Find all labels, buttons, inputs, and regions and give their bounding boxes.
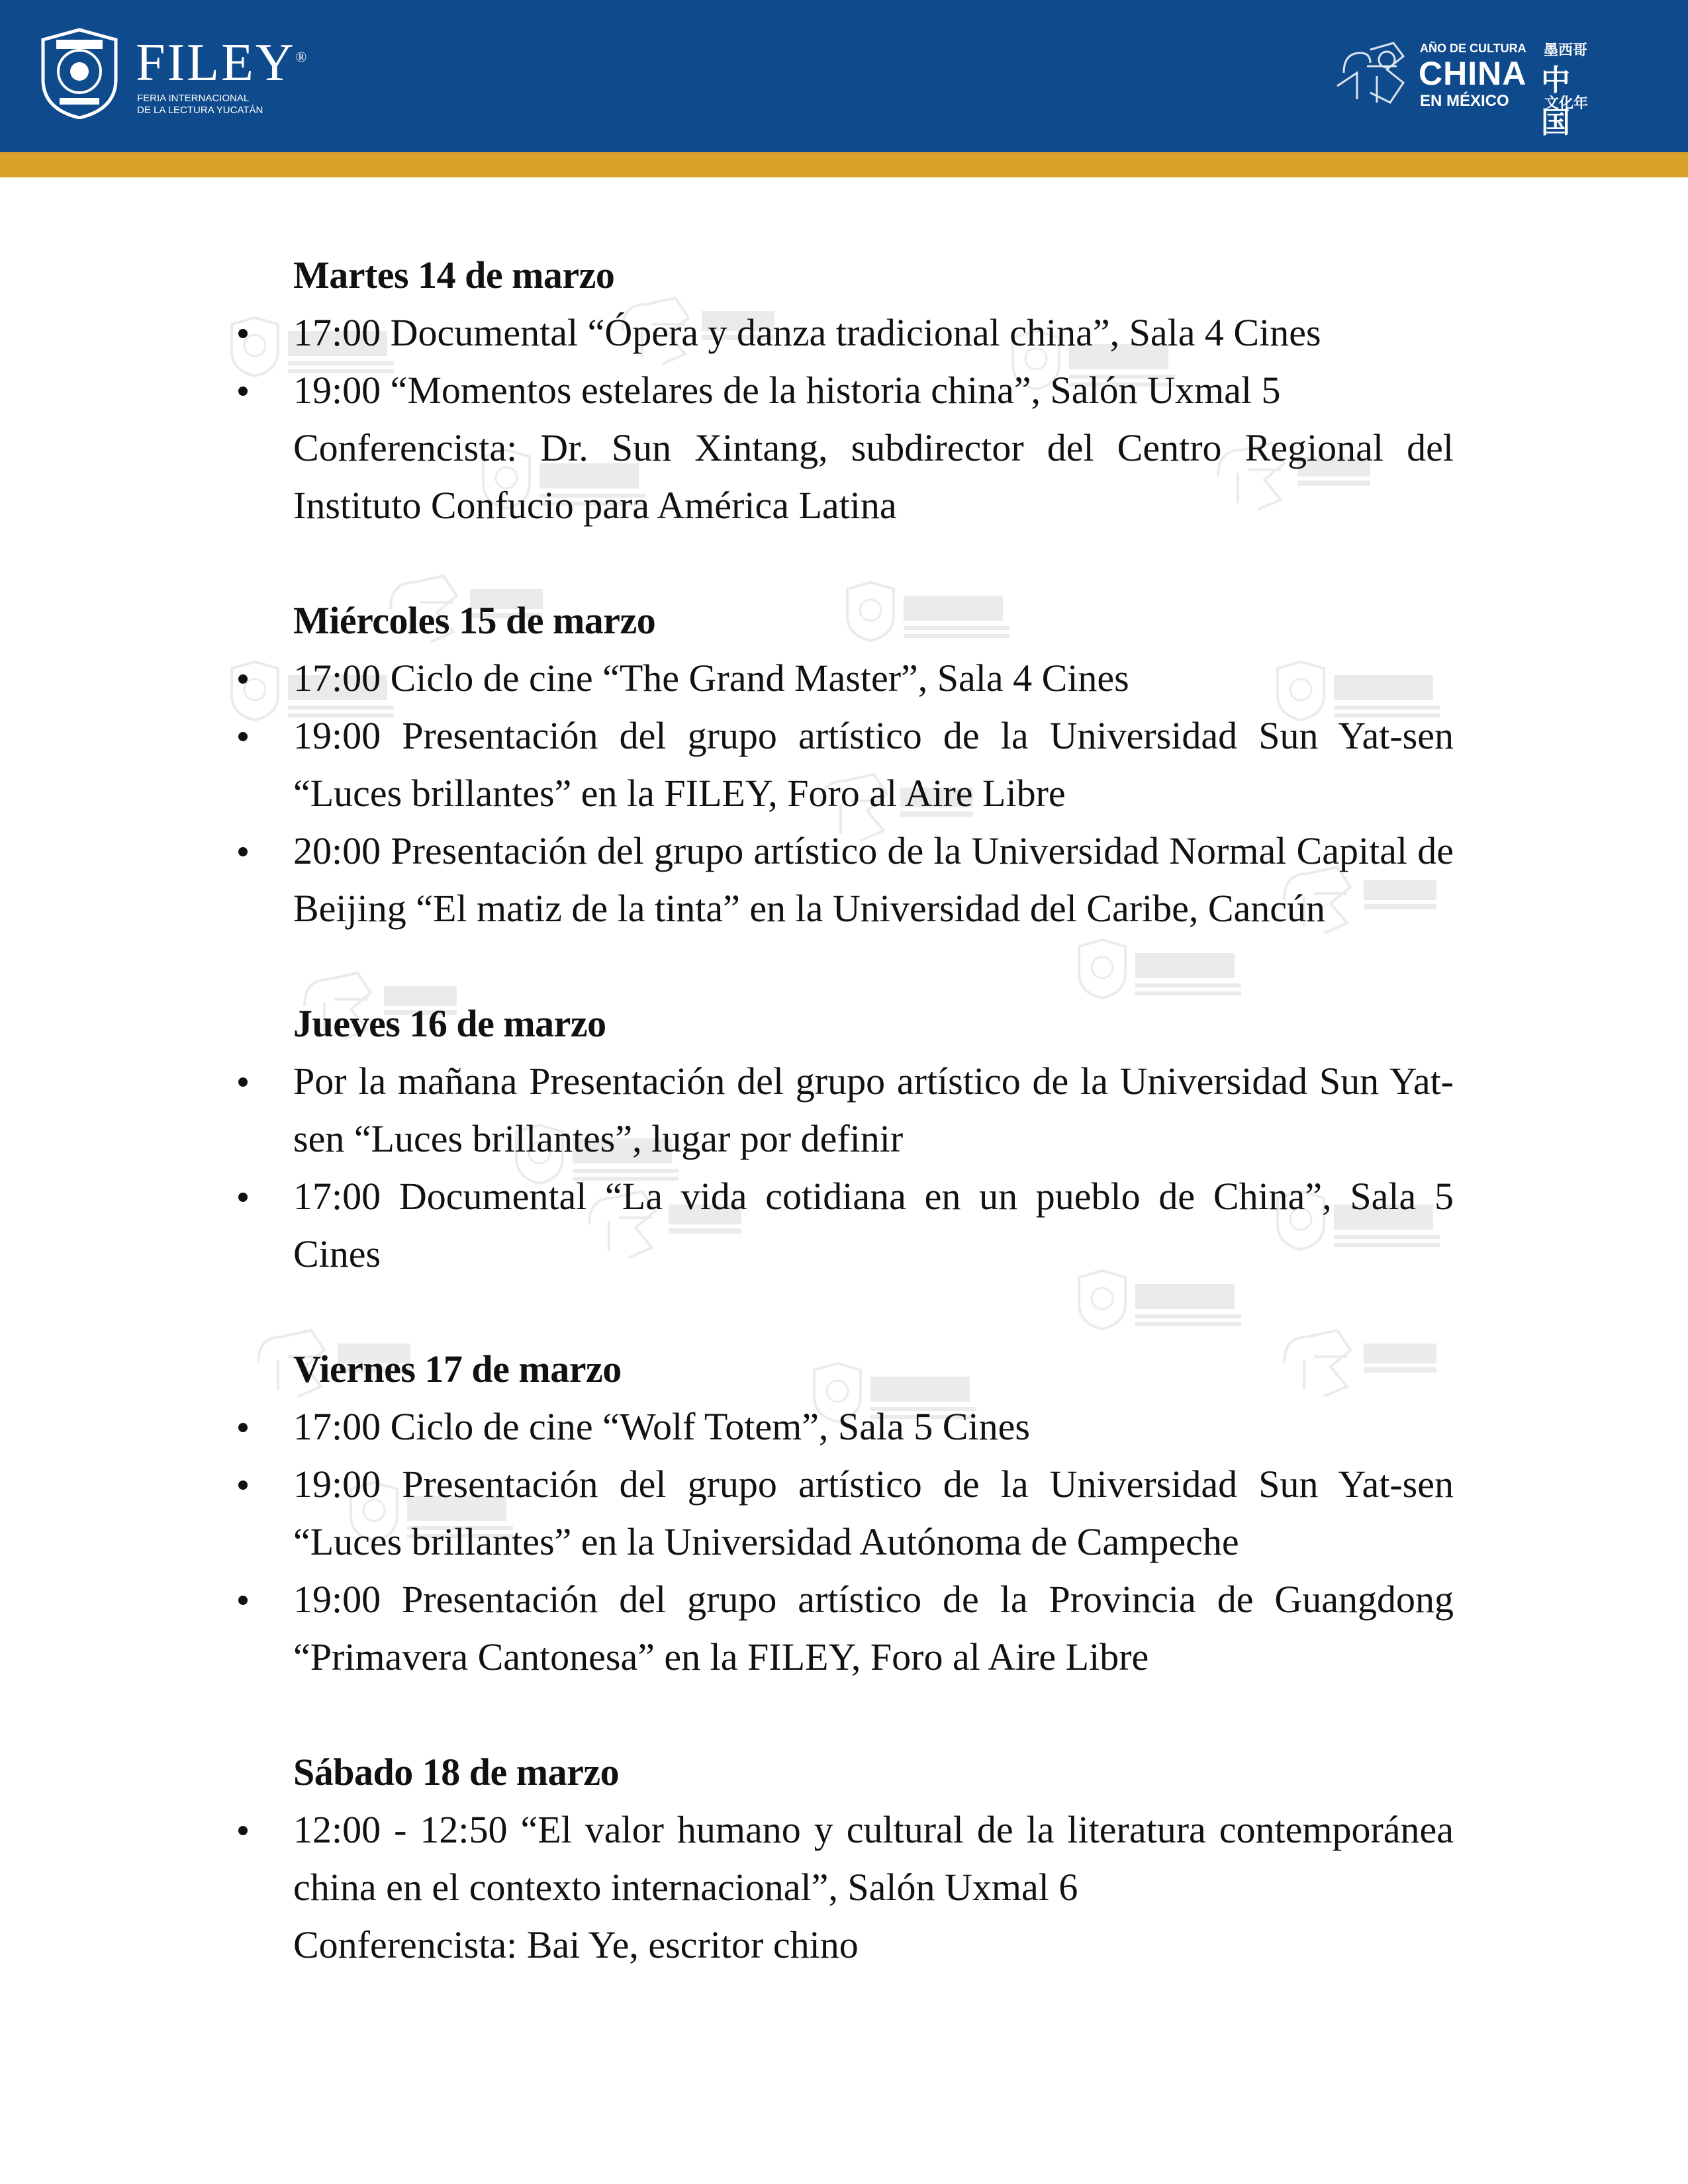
filey-seal-icon	[36, 26, 122, 119]
event-text: 19:00 “Momentos estelares de la historia china”, Salón Uxmal 5	[293, 369, 1281, 412]
china-year-logo	[1331, 36, 1595, 140]
event-item	[238, 1801, 1454, 1974]
china-year-small-label: AÑO DE CULTURA	[1420, 42, 1526, 55]
event-list	[238, 1052, 1454, 1283]
event-item	[238, 1052, 1454, 1167]
china-year-big-label: CHINA	[1419, 55, 1527, 92]
event-text: 17:00 Ciclo de cine “Wolf Totem”, Sala 5 Cines	[293, 1405, 1030, 1448]
day-section-martes	[238, 246, 1454, 534]
event-note: Conferencista: Dr. Sun Xintang, subdirector del Centro Regional del Instituto Confucio para América Latina	[293, 426, 1454, 527]
china-year-cn-bottom: 文化年	[1544, 95, 1589, 112]
event-text: 12:00 - 12:50 “El valor humano y cultural de la literatura contemporánea china en el contexto internacional”, Salón Uxmal 6	[293, 1808, 1454, 1909]
day-title: Viernes 17 de marzo	[293, 1347, 622, 1390]
event-item	[238, 304, 1454, 361]
day-section-jueves	[238, 995, 1454, 1283]
event-item	[238, 649, 1454, 707]
day-title: Jueves 16 de marzo	[293, 1002, 606, 1045]
day-title: Miércoles 15 de marzo	[293, 599, 656, 642]
bullet-icon	[238, 1596, 248, 1605]
event-text: 17:00 Documental “Ópera y danza tradicional china”, Sala 4 Cines	[293, 311, 1321, 354]
bullet-icon	[238, 1193, 248, 1202]
event-list	[238, 1801, 1454, 1974]
event-list	[238, 304, 1454, 534]
bullet-icon	[238, 1423, 248, 1432]
event-text: Por la mañana Presentación del grupo artístico de la Universidad Sun Yat-sen “Luces brillantes”, lugar por definir	[293, 1060, 1454, 1160]
event-item	[238, 1167, 1454, 1283]
china-year-cn-top: 墨西哥	[1544, 42, 1588, 59]
schedule	[238, 246, 1454, 1974]
china-year-mexico-label: EN MÉXICO	[1420, 92, 1509, 110]
bullet-icon	[238, 732, 248, 741]
day-section-miercoles	[238, 592, 1454, 937]
event-text: 19:00 Presentación del grupo artístico de la Provincia de Guangdong “Primavera Cantonesa” en la FILEY, Foro al Aire Libre	[293, 1578, 1454, 1678]
bullet-icon	[238, 1826, 248, 1835]
bullet-icon	[238, 674, 248, 684]
event-item	[238, 1455, 1454, 1570]
bullet-icon	[238, 387, 248, 396]
event-item	[238, 822, 1454, 937]
event-text: 19:00 Presentación del grupo artístico de la Universidad Sun Yat-sen “Luces brillantes” en la FILEY, Foro al Aire Libre	[293, 714, 1454, 815]
filey-wordmark: FILEY®	[136, 34, 309, 92]
event-list	[238, 1398, 1454, 1686]
event-list	[238, 649, 1454, 937]
china-year-mark-icon	[1331, 36, 1413, 109]
event-note: Conferencista: Bai Ye, escritor chino	[293, 1923, 859, 1966]
filey-logo	[36, 26, 341, 126]
event-item	[238, 361, 1454, 534]
day-title: Sábado 18 de marzo	[293, 1751, 620, 1794]
event-text: 20:00 Presentación del grupo artístico de la Universidad Normal Capital de Beijing “El matiz de la tinta” en la Universidad del Caribe, Cancún	[293, 829, 1454, 930]
day-section-viernes	[238, 1340, 1454, 1686]
china-year-cn-mid: 中国	[1541, 64, 1570, 140]
bullet-icon	[238, 1077, 248, 1087]
bullet-icon	[238, 1480, 248, 1490]
event-item	[238, 1398, 1454, 1455]
filey-subtitle: FERIA INTERNACIONAL DE LA LECTURA YUCATÁN	[137, 93, 263, 116]
bullet-icon	[238, 847, 248, 856]
event-item	[238, 707, 1454, 822]
event-text: 17:00 Ciclo de cine “The Grand Master”, Sala 4 Cines	[293, 657, 1129, 700]
event-item	[238, 1570, 1454, 1686]
event-text: 19:00 Presentación del grupo artístico de la Universidad Sun Yat-sen “Luces brillantes” en la Universidad Autónoma de Campeche	[293, 1463, 1454, 1563]
day-title: Martes 14 de marzo	[293, 253, 615, 296]
event-text: 17:00 Documental “La vida cotidiana en un pueblo de China”, Sala 5 Cines	[293, 1175, 1454, 1275]
header-gold-band	[0, 152, 1688, 177]
bullet-icon	[238, 329, 248, 338]
day-section-sabado	[238, 1743, 1454, 1974]
